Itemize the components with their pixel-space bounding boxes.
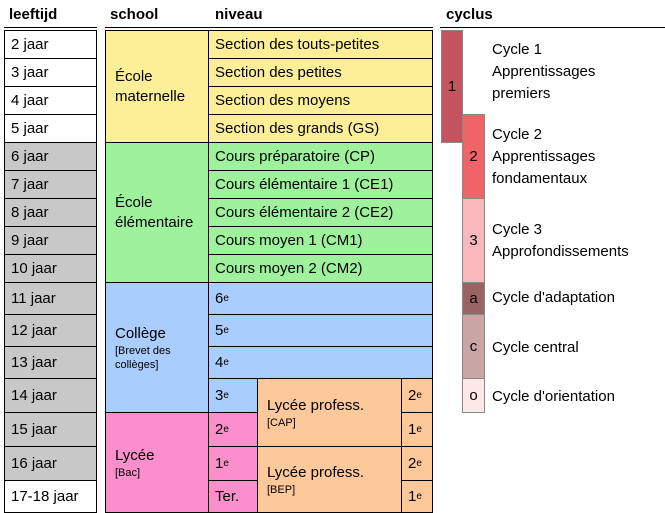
school-maternelle	[105, 30, 209, 143]
level-cell-lycee-2e: 2 e	[208, 412, 258, 447]
level-cell: Section des petites	[208, 58, 433, 87]
school-lycee-note: [Bac]	[115, 466, 141, 479]
level-cell: Cours moyen 2 (CM2)	[208, 254, 433, 283]
age-cell: 4 jaar	[4, 86, 97, 115]
level-cell: Section des touts-petites	[208, 30, 433, 59]
cycle-c-box: c	[462, 314, 485, 379]
cycle-c-label: Cycle central	[492, 339, 579, 356]
level-cell: Cours élémentaire 2 (CE2)	[208, 198, 433, 227]
level-cell-3e: 3 e	[208, 378, 258, 413]
level-cell: Section des moyens	[208, 86, 433, 115]
header-underline-age	[4, 27, 97, 28]
header-age: leeftijd	[9, 6, 58, 23]
school-elementaire	[105, 142, 209, 283]
cycle-1-box: 1	[441, 30, 463, 143]
header-school: school	[110, 6, 159, 23]
level-cell: Cours élémentaire 1 (CE1)	[208, 170, 433, 199]
school-lycee-title: Lycée	[115, 446, 155, 464]
school-lycee	[105, 412, 209, 513]
header-cycle: cyclus	[446, 6, 493, 23]
prof-bep-1e: 1 e	[401, 480, 433, 513]
level-cell: Section des grands (GS)	[208, 114, 433, 143]
age-cell: 8 jaar	[4, 198, 97, 227]
age-cell: 9 jaar	[4, 226, 97, 255]
age-cell: 11 jaar	[4, 282, 97, 315]
school-maternelle-line2: maternelle	[115, 87, 186, 105]
age-cell: 12 jaar	[4, 314, 97, 347]
school-college-note-line2: collèges]	[115, 358, 159, 371]
age-cell: 16 jaar	[4, 446, 97, 481]
prof-bep-block	[257, 446, 402, 513]
age-cell: 17-18 jaar	[4, 480, 97, 513]
school-college-note-line1: [Brevet des	[115, 344, 171, 357]
level-cell-lycee-ter: Ter.	[208, 480, 258, 513]
header-level: niveau	[215, 6, 263, 23]
level-cell-5e: 5 e	[208, 314, 433, 347]
cycle-2-box: 2	[462, 114, 485, 199]
level-cell: Cours préparatoire (CP)	[208, 142, 433, 171]
school-elementaire-line1: École	[115, 193, 153, 211]
level-cell-lycee-1e: 1 e	[208, 446, 258, 481]
header-underline-cycle	[440, 27, 665, 28]
header-underline-school-level	[105, 27, 433, 28]
prof-cap-note: [CAP]	[267, 416, 296, 429]
school-college	[105, 282, 209, 413]
cycle-1-label: Cycle 1 Apprentissages premiers	[492, 41, 596, 102]
prof-cap-2e: 2 e	[401, 378, 433, 413]
age-cell: 3 jaar	[4, 58, 97, 87]
prof-bep-title: Lycée profess.	[267, 463, 364, 481]
age-cell: 6 jaar	[4, 142, 97, 171]
prof-cap-block	[257, 378, 402, 447]
school-college-title: Collège	[115, 324, 166, 342]
school-maternelle-line1: École	[115, 67, 153, 85]
age-cell: 14 jaar	[4, 378, 97, 413]
level-cell-4e: 4 e	[208, 346, 433, 379]
cycle-o-label: Cycle d'orientation	[492, 388, 615, 405]
cycle-a-box: a	[462, 282, 485, 315]
age-cell: 7 jaar	[4, 170, 97, 199]
cycle-3-label: Cycle 3 Approfondissements	[492, 221, 629, 260]
prof-cap-title: Lycée profess.	[267, 396, 364, 414]
age-cell: 2 jaar	[4, 30, 97, 59]
level-cell-6e: 6 e	[208, 282, 433, 315]
age-cell: 10 jaar	[4, 254, 97, 283]
school-elementaire-line2: élémentaire	[115, 213, 194, 231]
prof-cap-1e: 1 e	[401, 412, 433, 447]
level-cell: Cours moyen 1 (CM1)	[208, 226, 433, 255]
age-cell: 15 jaar	[4, 412, 97, 447]
age-cell: 13 jaar	[4, 346, 97, 379]
cycle-a-label: Cycle d'adaptation	[492, 289, 615, 306]
cycle-3-box: 3	[462, 198, 485, 283]
cycle-o-box: o	[462, 378, 485, 413]
cycle-2-label: Cycle 2 Apprentissages fondamentaux	[492, 126, 596, 187]
prof-bep-2e: 2 e	[401, 446, 433, 481]
age-cell: 5 jaar	[4, 114, 97, 143]
prof-bep-note: [BEP]	[267, 483, 296, 496]
